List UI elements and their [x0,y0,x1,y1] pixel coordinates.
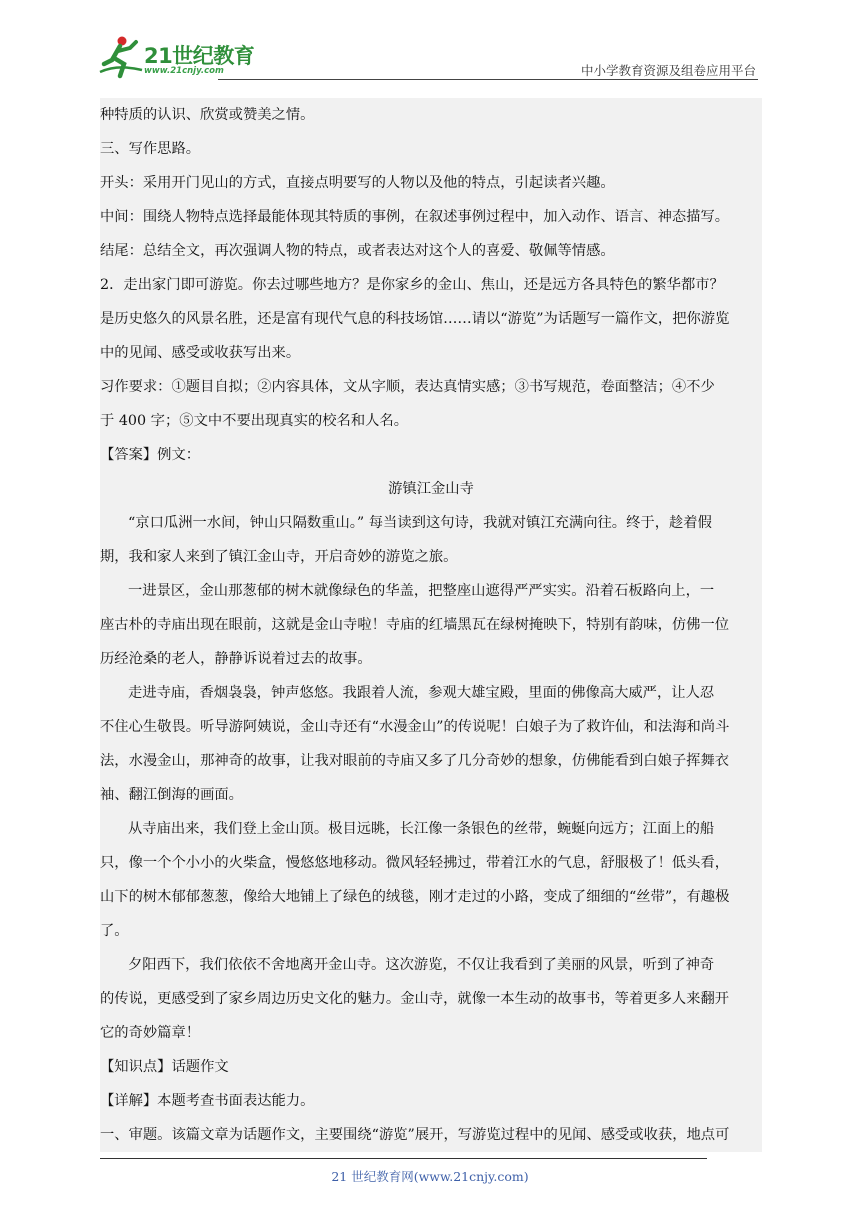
text-line: 习作要求：①题目自拟；②内容具体，文从字顺，表达真情实感；③书写规范，卷面整洁；④不少 [100,379,715,395]
text-line: 【详解】本题考查书面表达能力。 [100,1093,315,1109]
text-line: 结尾：总结全文，再次强调人物的特点，或者表达对这个人的喜爱、敬佩等情感。 [100,243,615,259]
text-line: 一进景区，金山那葱郁的树木就像绿色的华盖，把整座山遮得严严实实。沿着石板路向上，一 [128,583,715,599]
text-line: 袖、翻江倒海的画面。 [100,787,243,803]
text-line: 种特质的认识、欣赏或赞美之情。 [100,107,315,123]
text-line: “京口瓜洲一水间，钟山只隔数重山。” 每当读到这句诗，我就对镇江充满向往。终于，趁着假 [128,515,712,531]
text-line: 从寺庙出来，我们登上金山顶。极目远眺，长江像一条银色的丝带，蜿蜒向远方；江面上的船 [128,821,715,837]
text-line: 夕阳西下，我们依依不舍地离开金山寺。这次游览，不仅让我看到了美丽的风景，听到了神奇 [128,957,715,973]
text-line: 【知识点】话题作文 [100,1059,229,1075]
text-line: 的传说，更感受到了家乡周边历史文化的魅力。金山寺，就像一本生动的故事书，等着更多人来翻开 [100,991,730,1007]
text-line: 2．走出家门即可游览。你去过哪些地方？是你家乡的金山、焦山，还是远方各具特色的繁华都市？ [100,277,724,293]
text-line: 它的奇妙篇章！ [100,1025,201,1041]
text-line: 山下的树木郁郁葱葱，像给大地铺上了绿色的绒毯，刚才走过的小路，变成了细细的“丝带”，有趣极 [100,889,730,905]
logo-text: 21世纪教育 [144,44,255,68]
logo-url: www.21cnjy.com [144,66,224,76]
essay-title: 游镇江金山寺 [388,481,474,497]
document-body [100,98,762,1152]
text-line: 期，我和家人来到了镇江金山寺，开启奇妙的游览之旅。 [100,549,458,565]
text-line: 座古朴的寺庙出现在眼前，这就是金山寺啦！寺庙的红墙黑瓦在绿树掩映下，特别有韵味，仿佛一位 [100,617,730,633]
text-line: 中间：围绕人物特点选择最能体现其特质的事例，在叙述事例过程中，加入动作、语言、神态描写。 [100,209,730,225]
text-line: 走进寺庙，香烟袅袅，钟声悠悠。我跟着人流，参观大雄宝殿，里面的佛像高大威严，让人忍 [128,685,715,701]
text-line: 了。 [100,923,129,939]
site-logo[interactable] [98,34,268,80]
platform-name: 中小学教育资源及组卷应用平台 [580,63,756,78]
page-header [98,34,758,82]
text-line: 不住心生敬畏。听导游阿姨说，金山寺还有“水漫金山”的传说呢！白娘子为了救许仙，和法海和尚斗 [100,719,730,735]
text-line: 中的见闻、感受或收获写出来。 [100,345,301,361]
runner-logo-icon [98,34,144,80]
text-line: 一、审题。该篇文章为话题作文，主要围绕“游览”展开，写游览过程中的见闻、感受或收获，地点可 [100,1127,730,1143]
header-divider [218,79,758,80]
text-line: 只，像一个个小小的火柴盒，慢悠悠地移动。微风轻轻拂过，带着江水的气息，舒服极了！低头看， [100,855,730,871]
text-line: 历经沧桑的老人，静静诉说着过去的故事。 [100,651,372,667]
text-line: 于 400 字；⑤文中不要出现真实的校名和人名。 [100,413,409,429]
footer-divider [100,1158,707,1159]
text-line: 是历史悠久的风景名胜，还是富有现代气息的科技场馆……请以“游览”为话题写一篇作文，把你游览 [100,311,730,327]
text-line: 三、写作思路。 [100,141,201,157]
text-line: 法，水漫金山，那神奇的故事，让我对眼前的寺庙又多了几分奇妙的想象，仿佛能看到白娘子挥舞衣 [100,753,730,769]
footer-link[interactable]: 21 世纪教育网(www.21cnjy.com) [331,1169,529,1184]
text-line: 开头：采用开门见山的方式，直接点明要写的人物以及他的特点，引起读者兴趣。 [100,175,615,191]
text-line: 【答案】例文： [100,447,201,463]
